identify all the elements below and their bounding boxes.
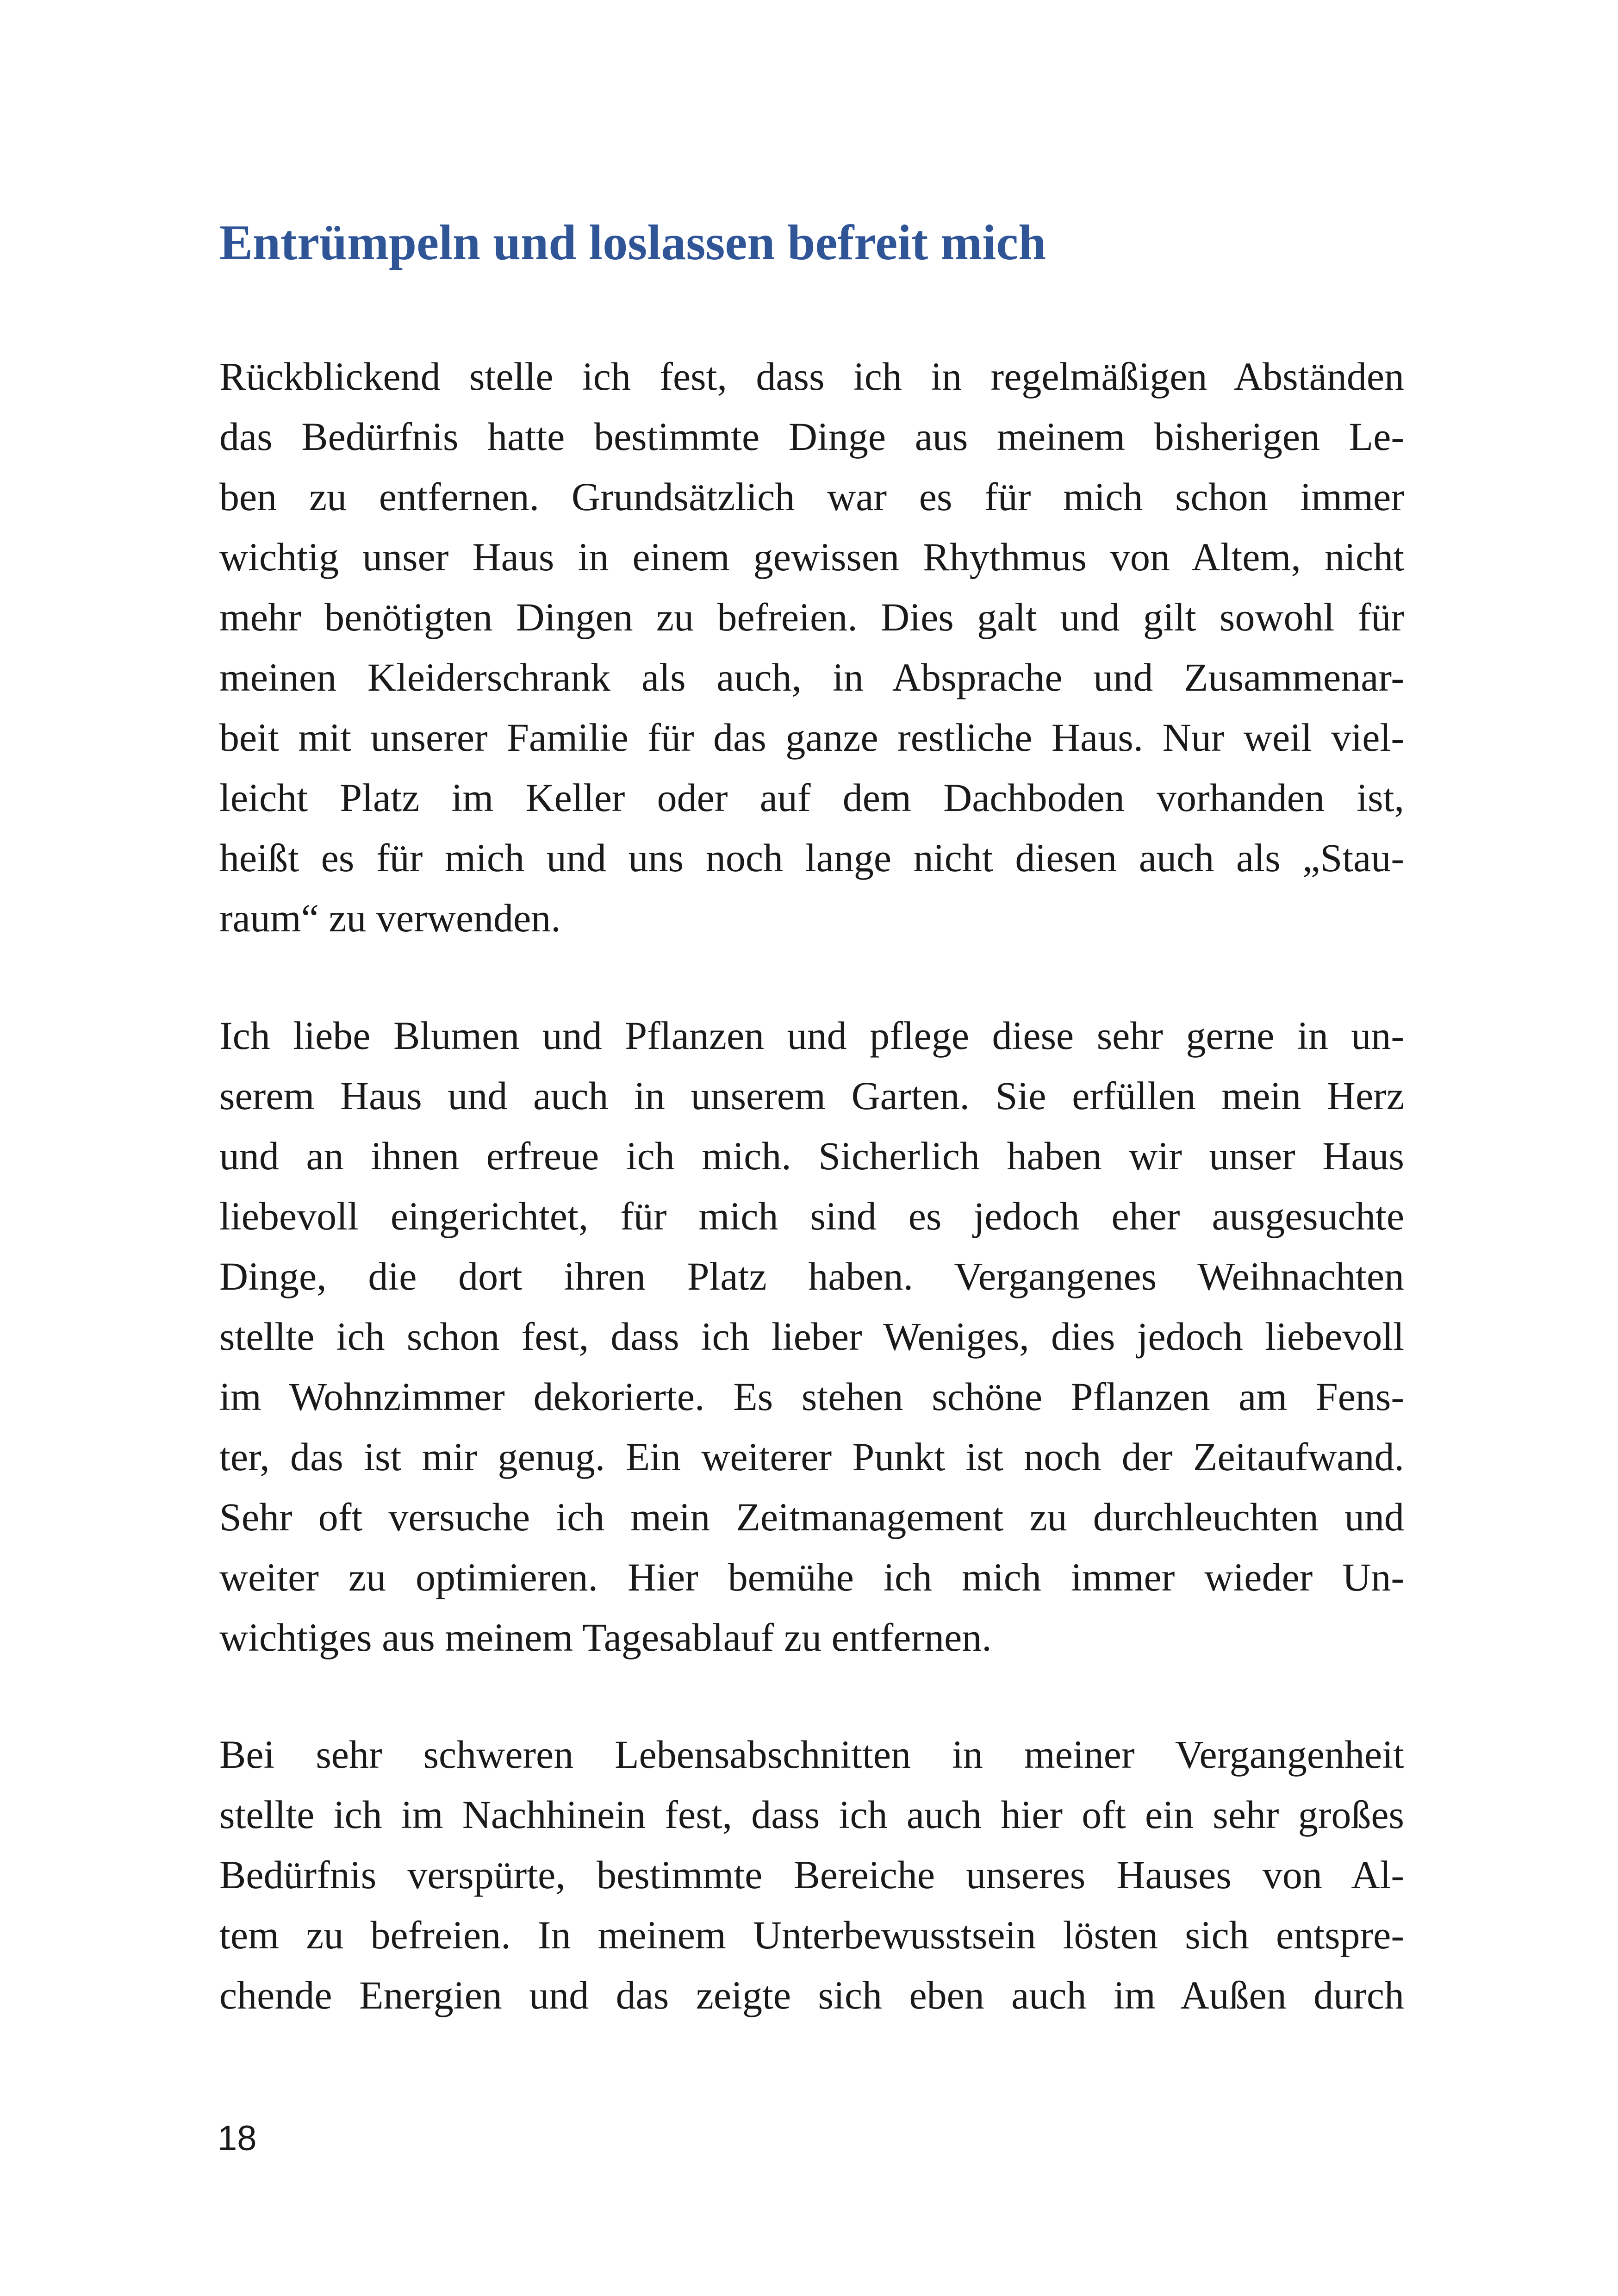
text-line: liebevoll eingerichtet, für mich sind es jedoch eher ausgesuchte xyxy=(219,1194,1404,1238)
text-line: ben zu entfernen. Grundsätzlich war es für mich schon immer xyxy=(219,474,1404,519)
paragraph-2 xyxy=(219,1005,1404,1667)
text-line: Bedürfnis verspürte, bestimmte Bereiche unseres Hauses von Al- xyxy=(219,1853,1404,1897)
text-line: Ich liebe Blumen und Pflanzen und pflege diese sehr gerne in un- xyxy=(219,1013,1404,1058)
paragraph-3 xyxy=(219,1724,1404,2025)
text-line: tem zu befreien. In meinem Unterbewusstsein lösten sich entspre- xyxy=(219,1913,1404,1957)
text-line: wichtig unser Haus in einem gewissen Rhythmus von Altem, nicht xyxy=(219,535,1404,579)
text-line: Sehr oft versuche ich mein Zeitmanagement zu durchleuchten und xyxy=(219,1495,1404,1539)
chapter-heading: Entrümpeln und loslassen befreit mich xyxy=(219,215,1046,270)
text-line: Dinge, die dort ihren Platz haben. Vergangenes Weihnachten xyxy=(219,1254,1404,1298)
text-line: serem Haus und auch in unserem Garten. Sie erfüllen mein Herz xyxy=(219,1073,1404,1118)
text-line: stellte ich im Nachhinein fest, dass ich auch hier oft ein sehr großes xyxy=(219,1792,1404,1837)
text-line: Bei sehr schweren Lebensabschnitten in meiner Vergangenheit xyxy=(219,1732,1404,1777)
text-line: im Wohnzimmer dekorierte. Es stehen schöne Pflanzen am Fens- xyxy=(219,1374,1404,1419)
page-number: 18 xyxy=(218,2119,257,2158)
text-line: und an ihnen erfreue ich mich. Sicherlich haben wir unser Haus xyxy=(219,1134,1404,1178)
text-line: stellte ich schon fest, dass ich lieber Weniges, dies jedoch liebevoll xyxy=(219,1314,1404,1359)
text-line: leicht Platz im Keller oder auf dem Dachboden vorhanden ist, xyxy=(219,775,1404,820)
text-line: ter, das ist mir genug. Ein weiterer Punkt ist noch der Zeitaufwand. xyxy=(219,1435,1404,1479)
text-line: chende Energien und das zeigte sich eben auch im Außen durch xyxy=(219,1973,1404,2017)
text-line: mehr benötigten Dingen zu befreien. Dies galt und gilt sowohl für xyxy=(219,595,1404,639)
text-line: Rückblickend stelle ich fest, dass ich in regelmäßigen Abständen xyxy=(219,354,1404,399)
text-line: meinen Kleiderschrank als auch, in Absprache und Zusammenar- xyxy=(219,655,1404,699)
text-line: das Bedürfnis hatte bestimmte Dinge aus meinem bisherigen Le- xyxy=(219,414,1404,459)
text-line: raum“ zu verwenden. xyxy=(219,896,561,940)
text-line: heißt es für mich und uns noch lange nicht diesen auch als „Stau- xyxy=(219,836,1404,880)
text-line: weiter zu optimieren. Hier bemühe ich mich immer wieder Un- xyxy=(219,1555,1404,1599)
paragraph-1 xyxy=(219,346,1404,948)
text-line: wichtiges aus meinem Tagesablauf zu entfernen. xyxy=(219,1615,992,1660)
text-line: beit mit unserer Familie für das ganze restliche Haus. Nur weil viel- xyxy=(219,715,1404,760)
